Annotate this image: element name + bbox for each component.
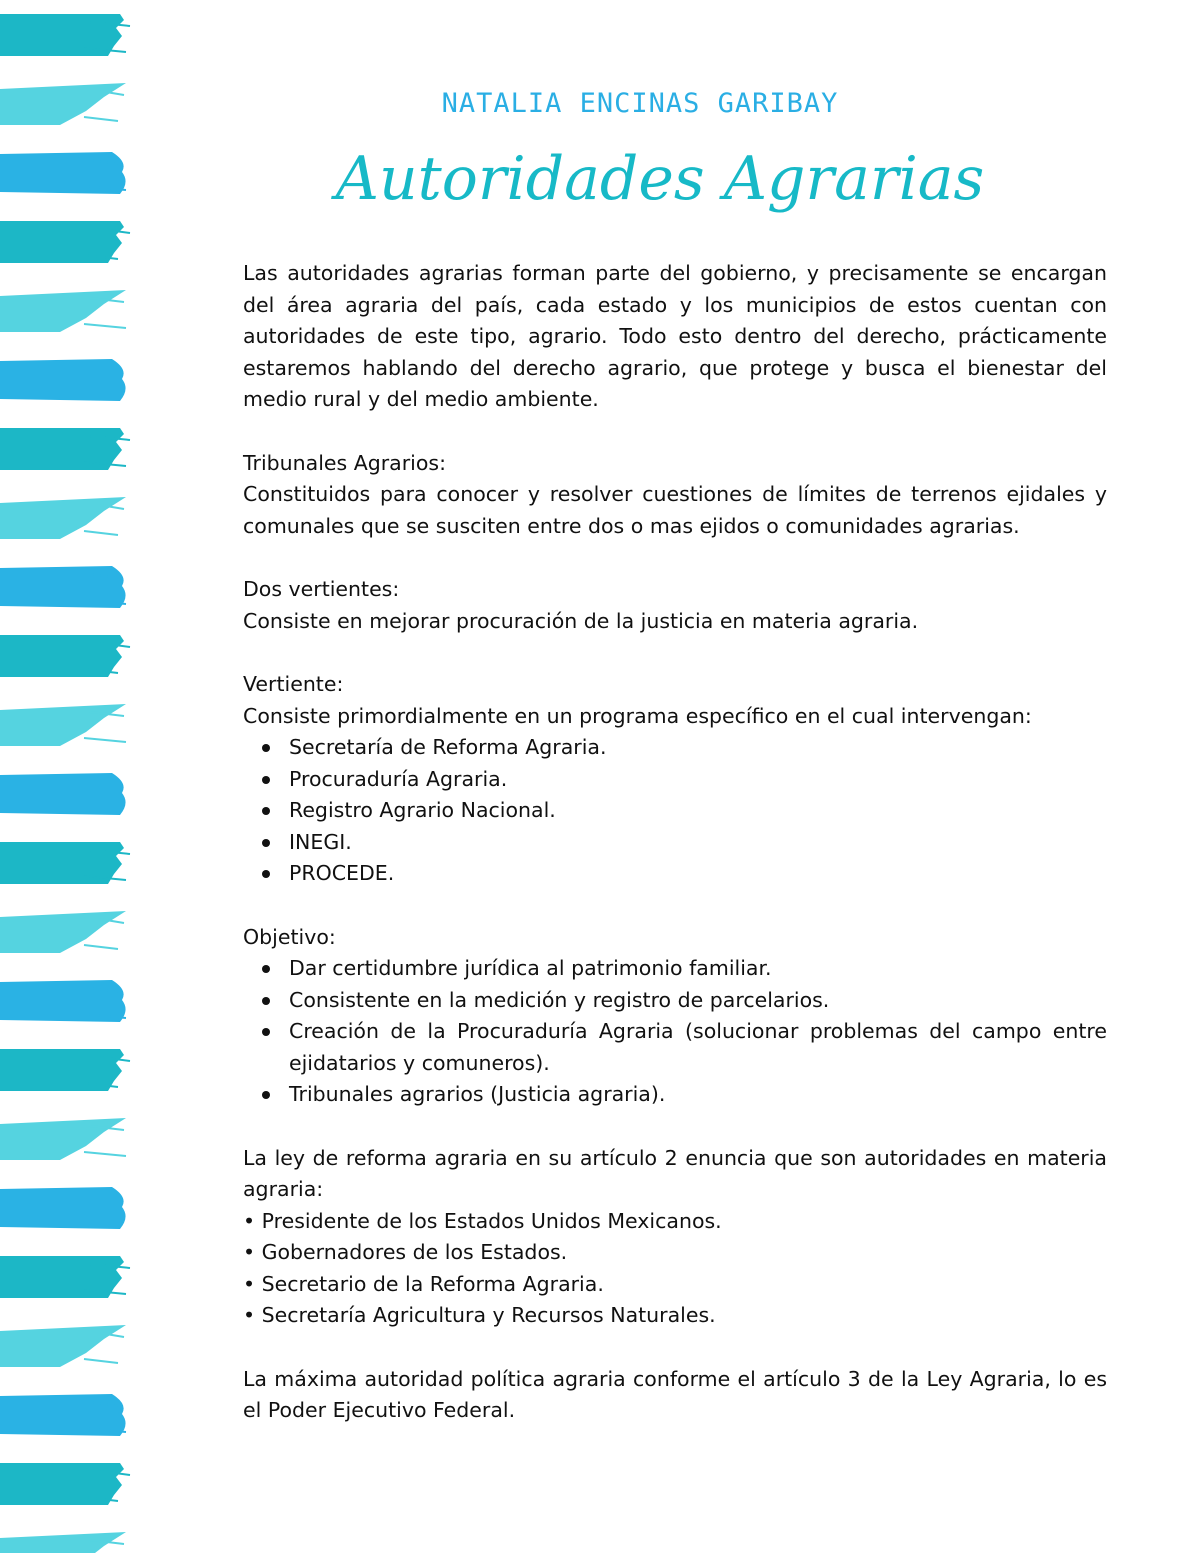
list-item: Consistente en la medición y registro de parcelarios.: [289, 985, 1107, 1017]
decorative-brush-stripes: [0, 0, 150, 1553]
list-item: • Secretario de la Reforma Agraria.: [243, 1271, 604, 1296]
list-item: Registro Agrario Nacional.: [289, 795, 1107, 827]
list-item: Tribunales agrarios (Justicia agraria).: [289, 1079, 1107, 1111]
author-name: NATALIA ENCINAS GARIBAY: [441, 88, 839, 119]
vertiente-text: Consiste primordialmente en un programa específico en el cual intervengan:: [243, 703, 1032, 728]
brush-stroke: [0, 1325, 126, 1367]
list-item: PROCEDE.: [289, 858, 1107, 890]
tribunales-heading: Tribunales Agrarios:: [243, 450, 446, 475]
vertiente-list: [243, 732, 1107, 890]
ley-list: [243, 1206, 1107, 1332]
objetivo-list: [243, 953, 1107, 1111]
list-item: • Gobernadores de los Estados.: [243, 1240, 568, 1264]
closing-paragraph: La máxima autoridad política agraria conforme el artículo 3 de la Ley Agraria, lo es el Poder Ejecutivo Federal.: [243, 1366, 1107, 1422]
list-item: Creación de la Procuraduría Agraria (solucionar problemas del campo entre ejidatarios y comuneros).: [289, 1016, 1107, 1079]
ley-text: La ley de reforma agraria en su artículo 2 enuncia que son autoridades en materia agraria:: [243, 1145, 1107, 1201]
document-body: [243, 258, 1107, 1427]
list-item: INEGI.: [289, 827, 1107, 859]
list-item: • Secretaría Agricultura y Recursos Naturales.: [243, 1303, 716, 1327]
list-item: Dar certidumbre jurídica al patrimonio familiar.: [289, 953, 1107, 985]
intro-paragraph: Las autoridades agrarias forman parte del gobierno, y precisamente se encargan del área agraria del país, cada estado y los municipios de estos cuentan con autoridades de este tipo, agrario. Todo esto dentro del derecho, prácticamente estaremos hablando del derecho agrario, que protege y busca el bienestar del medio rural y del medio ambiente.: [243, 261, 1107, 411]
objetivo-heading: Objetivo:: [243, 924, 336, 949]
vertientes-text: Consiste en mejorar procuración de la justicia en materia agraria.: [243, 608, 919, 633]
tribunales-text: Constituidos para conocer y resolver cuestiones de límites de terrenos ejidales y comunales que se susciten entre dos o mas ejidos o comunidades agrarias.: [243, 482, 1107, 538]
vertientes-heading: Dos vertientes:: [243, 577, 400, 601]
brush-stroke: [0, 911, 126, 953]
page-title: Autoridades Agrarias: [335, 144, 985, 214]
list-item: Procuraduría Agraria.: [289, 764, 1107, 796]
brush-stroke: [0, 83, 126, 125]
list-item: Secretaría de Reforma Agraria.: [289, 732, 1107, 764]
list-item: • Presidente de los Estados Unidos Mexicanos.: [243, 1208, 722, 1233]
vertiente-heading: Vertiente:: [243, 672, 344, 696]
brush-stroke: [0, 497, 126, 539]
